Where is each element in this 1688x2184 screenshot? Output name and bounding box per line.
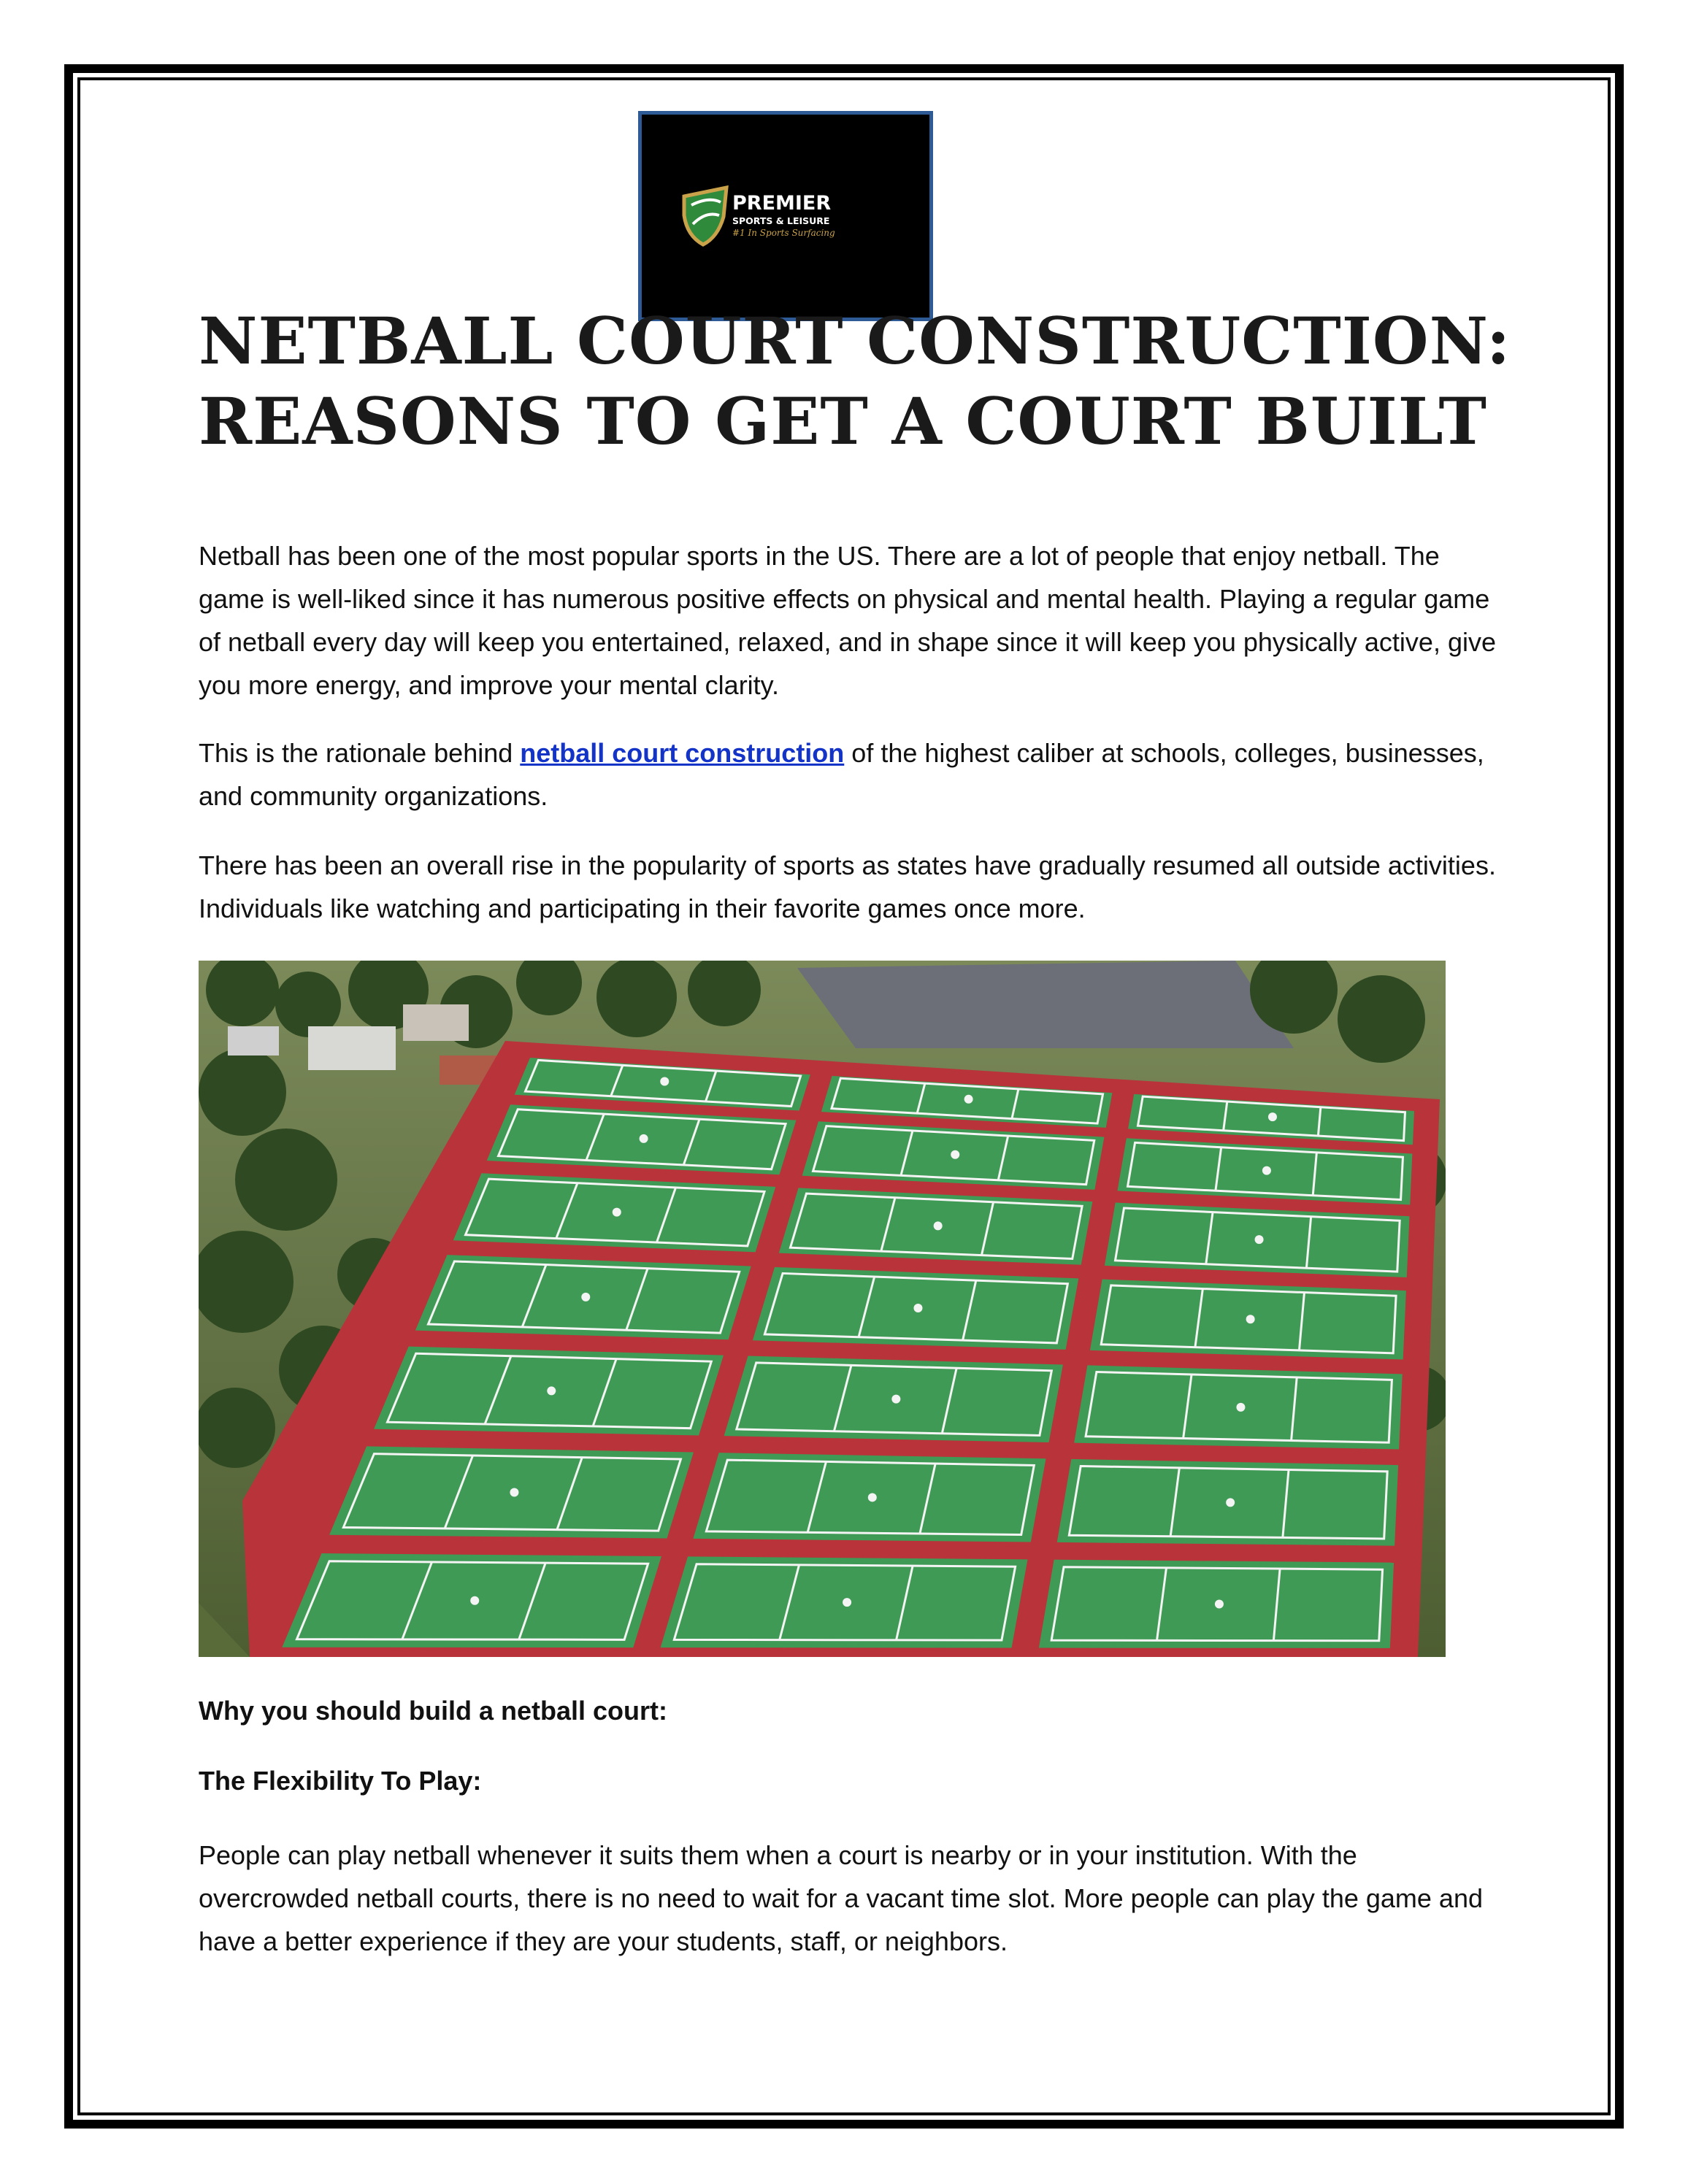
- flexibility-paragraph: People can play netball whenever it suits them when a court is nearby or in your institution. With the overcrowded netball courts, there is no need to wait for a vacant time slot. More people can play the game and have a better experience if they are your students, staff, or neighbors.: [199, 1840, 1483, 1956]
- court-centre-circle: [1215, 1600, 1224, 1609]
- why-subheading: Why you should build a netball court:: [199, 1696, 667, 1726]
- court-centre-circle: [934, 1221, 943, 1230]
- company-logo: [638, 111, 933, 321]
- court-centre-circle: [510, 1488, 518, 1496]
- logo-brand-line1: PREMIER: [732, 192, 832, 215]
- shield-icon: [684, 188, 726, 245]
- court-centre-circle: [951, 1150, 959, 1159]
- court-centre-circle: [660, 1077, 669, 1086]
- page-title-line1: NETBALL COURT CONSTRUCTION:: [199, 303, 1511, 379]
- court-centre-circle: [1246, 1315, 1255, 1323]
- court-centre-circle: [1226, 1498, 1235, 1507]
- page-title: [199, 301, 1586, 461]
- court-centre-circle: [868, 1493, 877, 1502]
- court-centre-circle: [964, 1095, 973, 1104]
- court-centre-circle: [640, 1134, 648, 1143]
- popularity-paragraph: There has been an overall rise in the popularity of sports as states have gradually resumed all outside activities. Individuals like watching and participating in their favorite games once more.: [199, 850, 1496, 923]
- rationale-text-after: of the highest caliber at schools, colleges, businesses, and community organizations.: [199, 738, 1484, 811]
- court-centre-circle: [843, 1598, 851, 1607]
- netball-court-construction-link[interactable]: netball court construction: [520, 738, 845, 768]
- court-centre-circle: [547, 1386, 556, 1395]
- flexibility-subheading: The Flexibility To Play:: [199, 1766, 482, 1796]
- court-centre-circle: [1268, 1112, 1277, 1121]
- court-centre-circle: [913, 1304, 922, 1312]
- logo-brand-line2: SPORTS & LEISURE: [732, 215, 830, 226]
- court-centre-circle: [581, 1293, 590, 1301]
- court-centre-circle: [891, 1395, 900, 1404]
- logo-tagline: #1 In Sports Surfacing: [732, 228, 835, 238]
- court-centre-circle: [1236, 1403, 1245, 1412]
- court-centre-circle: [613, 1208, 621, 1217]
- page-title-line2: REASONS TO GET A COURT BUILT: [199, 383, 1487, 459]
- rationale-paragraph: [199, 731, 1498, 818]
- rationale-text-before: This is the rationale behind: [199, 738, 521, 768]
- intro-paragraph: Netball has been one of the most popular sports in the US. There are a lot of people that enjoy netball. The game is well-liked since it has numerous positive effects on physical and mental health. Playing a regular game of netball every day will keep you entertained, relaxed, and in shape since it will keep you physically active, give you more energy, and improve your mental clarity.: [199, 541, 1496, 700]
- netball-courts-aerial-photo: [199, 961, 1446, 1657]
- court-centre-circle: [470, 1596, 479, 1605]
- court-centre-circle: [1262, 1166, 1271, 1175]
- court-centre-circle: [1255, 1235, 1264, 1244]
